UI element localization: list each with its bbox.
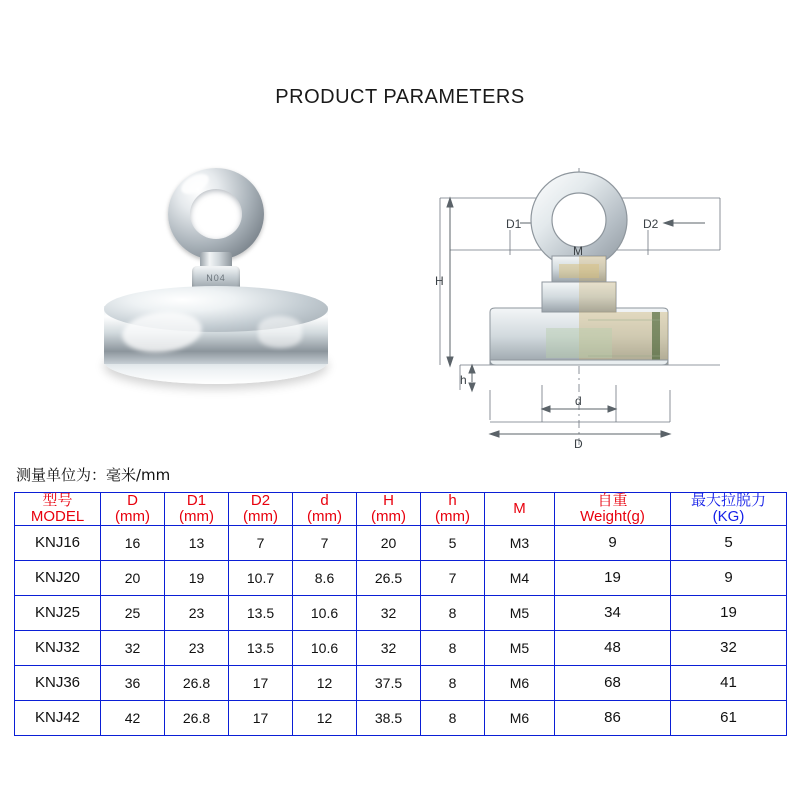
cell-H: 32 <box>357 630 421 665</box>
cell-D: 32 <box>101 630 165 665</box>
cell-weight: 9 <box>555 525 671 560</box>
header-M: M <box>485 493 555 526</box>
header-D: D (mm) <box>101 493 165 526</box>
cell-model: KNJ25 <box>15 595 101 630</box>
cell-pull: 19 <box>671 595 787 630</box>
cell-D1: 23 <box>165 595 229 630</box>
cell-M: M5 <box>485 630 555 665</box>
label-d: d <box>575 394 582 408</box>
header-d: d (mm) <box>293 493 357 526</box>
cell-H: 37.5 <box>357 665 421 700</box>
cell-D: 16 <box>101 525 165 560</box>
cell-h: 8 <box>421 595 485 630</box>
unit-note: 测量单位为：毫米/mm <box>16 466 171 484</box>
cell-d: 12 <box>293 700 357 735</box>
cell-d: 12 <box>293 665 357 700</box>
table-header-row <box>15 493 787 526</box>
cell-D2: 17 <box>229 665 293 700</box>
cell-M: M4 <box>485 560 555 595</box>
cell-M: M6 <box>485 700 555 735</box>
magnet-body-highlight-2 <box>258 316 302 348</box>
cell-H: 32 <box>357 595 421 630</box>
header-h: h (mm) <box>421 493 485 526</box>
cell-d: 10.6 <box>293 630 357 665</box>
cell-pull: 61 <box>671 700 787 735</box>
cell-D2: 10.7 <box>229 560 293 595</box>
cell-M: M6 <box>485 665 555 700</box>
cell-M: M5 <box>485 595 555 630</box>
cell-model: KNJ20 <box>15 560 101 595</box>
cell-model: KNJ16 <box>15 525 101 560</box>
label-D1: D1 <box>506 217 522 231</box>
cell-pull: 41 <box>671 665 787 700</box>
cell-h: 8 <box>421 700 485 735</box>
cell-D1: 19 <box>165 560 229 595</box>
cell-weight: 48 <box>555 630 671 665</box>
page-title: PRODUCT PARAMETERS <box>275 86 525 108</box>
cell-D2: 13.5 <box>229 630 293 665</box>
header-D2: D2 (mm) <box>229 493 293 526</box>
cell-h: 8 <box>421 630 485 665</box>
cell-D: 36 <box>101 665 165 700</box>
cell-d: 7 <box>293 525 357 560</box>
cell-H: 20 <box>357 525 421 560</box>
label-D: D <box>574 437 583 450</box>
drawing-svg <box>420 160 750 450</box>
header-D1: D1 (mm) <box>165 493 229 526</box>
cell-h: 7 <box>421 560 485 595</box>
header-model: 型号 MODEL <box>15 493 101 526</box>
cell-D: 25 <box>101 595 165 630</box>
cell-pull: 9 <box>671 560 787 595</box>
cell-model: KNJ36 <box>15 665 101 700</box>
cell-D1: 26.8 <box>165 665 229 700</box>
label-h: h <box>460 373 467 387</box>
cell-H: 26.5 <box>357 560 421 595</box>
table-row <box>15 700 787 735</box>
cell-M: M3 <box>485 525 555 560</box>
cell-D: 42 <box>101 700 165 735</box>
cell-pull: 32 <box>671 630 787 665</box>
header-H: H (mm) <box>357 493 421 526</box>
cell-D2: 17 <box>229 700 293 735</box>
table-row <box>15 525 787 560</box>
cell-h: 8 <box>421 665 485 700</box>
cell-model: KNJ42 <box>15 700 101 735</box>
cell-weight: 19 <box>555 560 671 595</box>
cell-weight: 68 <box>555 665 671 700</box>
label-H: H <box>435 274 444 288</box>
cell-weight: 34 <box>555 595 671 630</box>
cell-D2: 13.5 <box>229 595 293 630</box>
table-row <box>15 630 787 665</box>
cell-D1: 13 <box>165 525 229 560</box>
header-pull-force: 最大拉脱力 (KG) <box>671 493 787 526</box>
upper-nut-marking: N04 <box>206 273 226 283</box>
cell-d: 10.6 <box>293 595 357 630</box>
cell-weight: 86 <box>555 700 671 735</box>
label-D2: D2 <box>643 217 659 231</box>
cell-d: 8.6 <box>293 560 357 595</box>
cell-model: KNJ32 <box>15 630 101 665</box>
eye-ring-hole <box>190 189 242 239</box>
cell-pull: 5 <box>671 525 787 560</box>
parameters-table <box>14 492 787 736</box>
table-row <box>15 665 787 700</box>
cell-h: 5 <box>421 525 485 560</box>
table-row <box>15 560 787 595</box>
product-photo <box>76 160 366 410</box>
header-weight: 自重 Weight(g) <box>555 493 671 526</box>
cell-D1: 23 <box>165 630 229 665</box>
cell-D: 20 <box>101 560 165 595</box>
cell-H: 38.5 <box>357 700 421 735</box>
cell-D2: 7 <box>229 525 293 560</box>
table-row <box>15 595 787 630</box>
label-M: M <box>573 244 583 258</box>
technical-drawing <box>420 160 750 450</box>
cell-D1: 26.8 <box>165 700 229 735</box>
